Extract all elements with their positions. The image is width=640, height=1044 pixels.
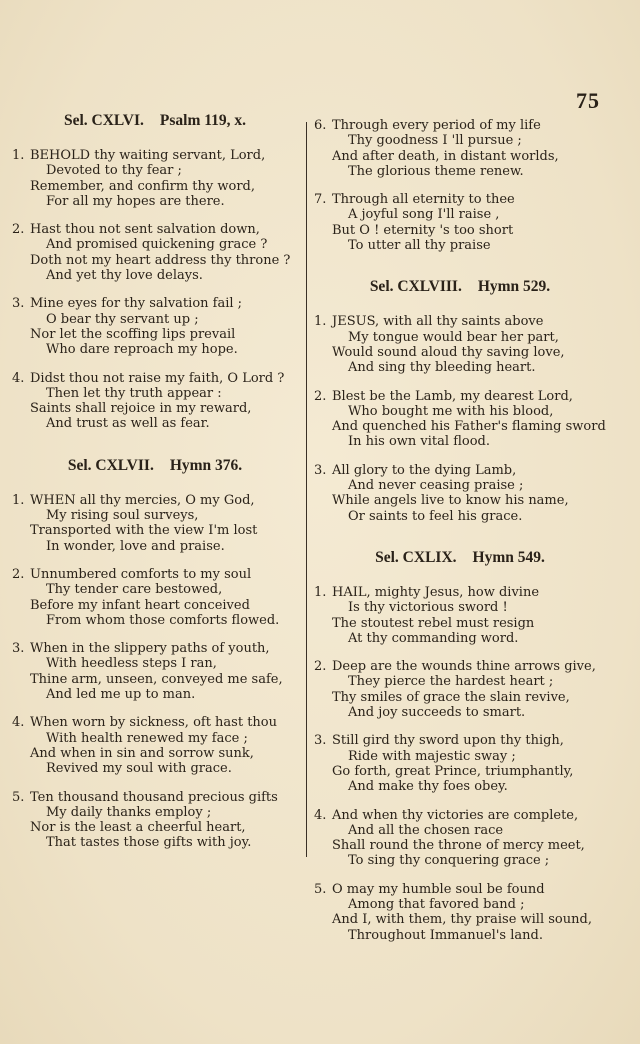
stanza-number: 2. — [314, 659, 327, 675]
hymn-source: Hymn 529. — [477, 278, 551, 296]
section-spacer — [312, 537, 608, 549]
hymn-line: WHEN all thy mercies, O my God, — [30, 492, 255, 508]
hymn-line: They pierce the hardest heart ; — [348, 674, 554, 690]
hymn-line: Go forth, great Prince, triumphantly, — [332, 763, 574, 779]
hymn-stanza — [10, 493, 300, 554]
hymn-stanza — [312, 808, 608, 869]
hymn-line: The glorious theme renew. — [348, 163, 524, 179]
hymn-stanza — [10, 148, 300, 209]
hymn-source: Hymn 376. — [169, 456, 243, 474]
hymn-line: With health renewed my face ; — [46, 730, 248, 746]
hymn-line: And promised quickening grace ? — [46, 237, 268, 253]
hymn-line: Ride with majestic sway ; — [348, 748, 516, 764]
hymn-line: That tastes those gifts with joy. — [46, 835, 252, 851]
hymn-line: With heedless steps I ran, — [46, 656, 217, 672]
stanza-number: 4. — [12, 715, 25, 731]
hymn-line: For all my hopes are there. — [46, 193, 225, 209]
hymn-line: Saints shall rejoice in my reward, — [30, 401, 252, 417]
hymn-heading — [312, 278, 608, 296]
hymn-line: And after death, in distant worlds, — [332, 148, 559, 164]
stanza-number: 3. — [314, 462, 327, 478]
hymn-line: To utter all thy praise — [348, 238, 491, 254]
hymn-stanza — [312, 463, 608, 524]
hymn-line: Still gird thy sword upon thy thigh, — [332, 733, 564, 749]
hymn-line: Before my infant heart conceived — [30, 597, 250, 613]
hymn-line: To sing thy conquering grace ; — [348, 853, 550, 869]
selection-number: Sel. CXLVI. — [63, 112, 144, 129]
hymn-line: Among that favored band ; — [348, 896, 525, 912]
hymn-line: At thy commanding word. — [348, 630, 519, 646]
hymn-stanza — [312, 882, 608, 943]
stanza-number: 5. — [314, 881, 327, 897]
stanza-number: 4. — [12, 370, 25, 386]
hymn-stanza — [10, 641, 300, 702]
hymn-stanza — [312, 192, 608, 253]
left-column — [10, 112, 300, 864]
hymn-line: But O ! eternity 's too short — [332, 222, 514, 238]
hymn-line: Doth not my heart address thy throne ? — [30, 252, 291, 268]
hymn-line: O may my humble soul be found — [332, 881, 545, 897]
stanza-number: 5. — [12, 789, 25, 805]
hymn-stanza — [10, 790, 300, 851]
hymn-line: The stoutest rebel must resign — [332, 615, 535, 631]
hymn-line: And when thy victories are complete, — [332, 807, 579, 823]
hymn-line: Mine eyes for thy salvation fail ; — [30, 296, 243, 312]
hymn-line: Nor let the scoffing lips prevail — [30, 326, 236, 342]
page-number: 75 — [576, 88, 600, 113]
hymn-line: Revived my soul with grace. — [46, 761, 232, 777]
hymn-line: JESUS, with all thy saints above — [332, 314, 544, 330]
column-divider — [306, 122, 307, 857]
hymn-line: Devoted to thy fear ; — [46, 163, 182, 179]
hymn-line: While angels live to know his name, — [332, 493, 569, 509]
hymn-line: Nor is the least a cheerful heart, — [30, 820, 246, 836]
hymn-stanza — [10, 715, 300, 776]
stanza-number: 3. — [12, 296, 25, 312]
hymn-line: Thy goodness I 'll pursue ; — [348, 133, 522, 149]
hymn-line: And trust as well as fear. — [46, 416, 210, 432]
hymn-line: Then let thy truth appear : — [46, 385, 222, 401]
hymn-source: Hymn 549. — [472, 548, 545, 566]
hymn-stanza — [10, 296, 300, 357]
stanza-number: 1. — [12, 492, 25, 508]
hymn-line: Or saints to feel his grace. — [348, 508, 523, 524]
hymn-stanza — [312, 314, 608, 375]
hymn-stanza — [10, 567, 300, 628]
hymn-line: My tongue would bear her part, — [348, 329, 559, 345]
hymn-line: In wonder, love and praise. — [46, 538, 225, 554]
hymn-line: Thy smiles of grace the slain revive, — [332, 689, 570, 705]
hymn-line: HAIL, mighty Jesus, how divine — [332, 584, 540, 600]
hymn-line: And all the chosen race — [348, 822, 504, 838]
stanza-number: 1. — [12, 148, 25, 163]
hymn-line: When worn by sickness, oft hast thou — [30, 715, 278, 731]
hymn-line: Thine arm, unseen, conveyed me safe, — [30, 671, 283, 687]
hymn-stanza — [312, 118, 608, 179]
hymn-line: Shall round the throne of mercy meet, — [332, 838, 585, 854]
hymn-line: And yet thy love delays. — [46, 268, 203, 284]
hymn-line: And led me up to man. — [46, 687, 196, 703]
stanza-number: 7. — [314, 192, 327, 208]
stanza-number: 1. — [314, 314, 327, 330]
hymn-stanza — [312, 389, 608, 450]
hymn-line: And joy succeeds to smart. — [348, 705, 526, 721]
hymn-line: And sing thy bleeding heart. — [348, 360, 536, 376]
hymn-source: Psalm 119, x. — [159, 112, 247, 129]
hymn-line: And never ceasing praise ; — [348, 478, 524, 494]
hymn-stanza — [10, 222, 300, 283]
hymn-heading — [312, 549, 608, 567]
hymn-stanza — [312, 733, 608, 794]
section-spacer — [312, 266, 608, 278]
hymn-line: A joyful song I'll raise , — [348, 207, 500, 223]
hymn-line: Who bought me with his blood, — [348, 403, 554, 419]
hymn-line: And quenched his Father's flaming sword — [332, 419, 606, 435]
stanza-number: 3. — [314, 733, 327, 749]
hymn-line: In his own vital flood. — [348, 434, 490, 450]
hymn-line: Would sound aloud thy saving love, — [332, 344, 565, 360]
stanza-number: 3. — [12, 641, 25, 657]
stanza-number: 2. — [314, 388, 327, 404]
stanza-number: 6. — [314, 118, 327, 133]
selection-number: Sel. CXLVII. — [67, 456, 154, 474]
hymn-line: From whom those comforts flowed. — [46, 612, 280, 628]
hymn-line: Remember, and confirm thy word, — [30, 178, 255, 194]
hymn-line: Deep are the wounds thine arrows give, — [332, 659, 596, 675]
hymn-line: Who dare reproach my hope. — [46, 342, 238, 358]
hymn-line: And when in sin and sorrow sunk, — [30, 745, 254, 761]
hymn-stanza — [312, 659, 608, 720]
hymn-line: And I, with them, thy praise will sound, — [332, 912, 592, 928]
hymn-line: When in the slippery paths of youth, — [30, 641, 270, 657]
hymn-line: Through all eternity to thee — [332, 192, 515, 208]
hymn-line: All glory to the dying Lamb, — [332, 462, 517, 478]
hymn-line: Didst thou not raise my faith, O Lord ? — [30, 370, 285, 386]
hymn-line: My daily thanks employ ; — [46, 804, 212, 820]
right-column — [312, 118, 608, 956]
selection-number: Sel. CXLVIII. — [369, 278, 462, 296]
section-spacer — [10, 445, 300, 457]
stanza-number: 4. — [314, 807, 327, 823]
hymn-line: My rising soul surveys, — [46, 508, 199, 524]
hymn-line: Through every period of my life — [332, 118, 541, 133]
hymn-line: Ten thousand thousand precious gifts — [30, 789, 278, 805]
hymn-line: Throughout Immanuel's land. — [348, 927, 543, 943]
hymn-line: Transported with the view I'm lost — [30, 523, 258, 539]
hymn-line: Hast thou not sent salvation down, — [30, 222, 260, 238]
hymn-line: O bear thy servant up ; — [46, 311, 199, 327]
hymn-line: Blest be the Lamb, my dearest Lord, — [332, 388, 573, 404]
hymn-stanza — [10, 371, 300, 432]
hymn-line: Is thy victorious sword ! — [348, 600, 508, 616]
hymn-line: Thy tender care bestowed, — [46, 582, 223, 598]
stanza-number: 1. — [314, 584, 327, 600]
hymn-line: BEHOLD thy waiting servant, Lord, — [30, 148, 266, 163]
hymn-stanza — [312, 585, 608, 646]
hymn-line: And make thy foes obey. — [348, 779, 508, 795]
hymn-heading — [10, 112, 300, 130]
hymn-heading — [10, 457, 300, 475]
stanza-number: 2. — [12, 222, 25, 238]
selection-number: Sel. CXLIX. — [375, 548, 457, 566]
stanza-number: 2. — [12, 566, 25, 582]
hymn-line: Unnumbered comforts to my soul — [30, 566, 252, 582]
